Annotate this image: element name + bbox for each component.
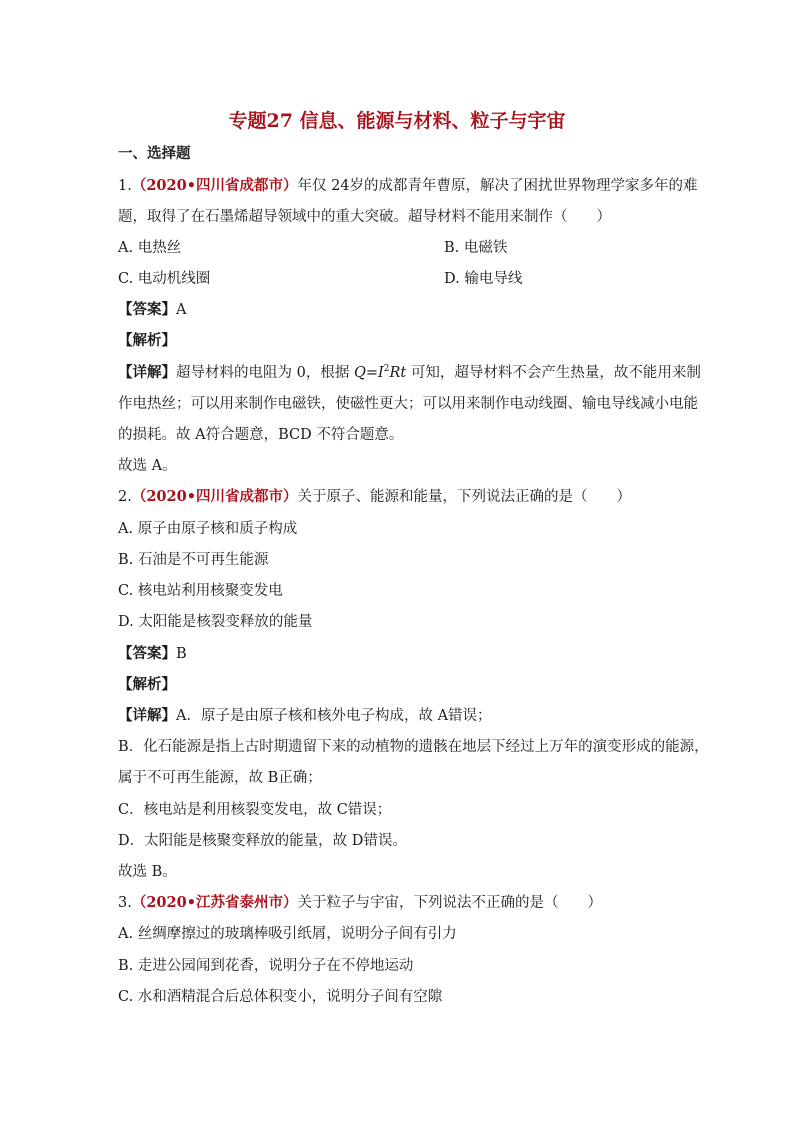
q2-stem [118, 488, 631, 506]
q1-detail-line3: 的损耗。故 A符合题意，BCD 不符合题意。 [118, 427, 404, 443]
q2-stem-text: 关于原子、能源和能量，下列说法正确的是（ ） [297, 489, 631, 505]
q2-detail-a [118, 707, 492, 725]
q2-answer-tag: 【答案】 [118, 645, 176, 662]
q1-detail-tag: 【详解】 [118, 364, 176, 381]
q2-detail-b-line2: 属于不可再生能源，故 B正确； [118, 770, 322, 786]
q2-source: （2020•四川省成都市） [131, 488, 298, 505]
formula-q: Q [353, 365, 366, 381]
formula-equals: = [365, 365, 378, 381]
q2-option-b: B. 石油是不可再生能源 [118, 552, 269, 568]
q1-stem-text1: 年仅 24岁的成都青年曹原，解决了困扰世界物理学家多年的难 [297, 178, 698, 194]
q3-option-a: A. 丝绸摩擦过的玻璃棒吸引纸屑，说明分子间有引力 [118, 926, 457, 942]
q1-conclusion: 故选 A。 [118, 458, 177, 474]
q1-answer [118, 301, 186, 319]
q3-option-b: B. 走进公园闻到花香，说明分子在不停地运动 [118, 958, 414, 974]
q1-stem-line2: 题，取得了在石墨烯超导领域中的重大突破。超导材料不能用来制作（ ） [118, 209, 611, 225]
q3-option-c: C. 水和酒精混合后总体积变小，说明分子间有空隙 [118, 989, 443, 1005]
q3-stem-text: 关于粒子与宇宙，下列说法不正确的是（ ） [297, 895, 602, 911]
section-heading: 一、选择题 [118, 145, 191, 162]
q2-answer [118, 645, 187, 663]
q2-option-c: C. 核电站利用核聚变发电 [118, 583, 283, 599]
q1-option-c: C. 电动机线圈 [118, 271, 211, 287]
q2-conclusion: 故选 B。 [118, 864, 177, 880]
q1-source: （2020•四川省成都市） [131, 177, 298, 194]
q2-detail-tag: 【详解】 [118, 707, 176, 724]
q2-detail-c: C．核电站是利用核裂变发电，故 C错误； [118, 802, 392, 818]
q1-detail-text1b: 可知，超导材料不会产生热量，故不能用来制 [406, 365, 701, 381]
q1-option-a: A. 电热丝 [118, 240, 182, 256]
q1-detail-line1 [118, 364, 701, 382]
formula-exponent: 2 [383, 364, 390, 375]
q3-number: 3. [118, 895, 132, 911]
page-title: 专题27 信息、能源与材料、粒子与宇宙 [228, 110, 566, 132]
q2-option-a: A. 原子由原子核和质子构成 [118, 521, 298, 537]
q2-detail-d: D．太阳能是核聚变释放的能量，故 D错误。 [118, 833, 407, 849]
q2-option-d: D. 太阳能是核裂变释放的能量 [118, 614, 313, 630]
formula-rt: Rt [389, 365, 407, 381]
q3-source: （2020•江苏省泰州市） [131, 894, 298, 911]
q1-detail-text1a: 超导材料的电阻为 0，根据 [176, 365, 354, 381]
q1-answer-tag: 【答案】 [118, 301, 176, 318]
q2-answer-value: B [176, 646, 187, 662]
q2-number: 2. [118, 489, 132, 505]
q1-stem-line1 [118, 177, 698, 195]
q3-stem [118, 894, 602, 912]
q1-number: 1. [118, 178, 132, 194]
q1-detail-line2: 作电热丝；可以用来制作电磁铁，使磁性更大；可以用来制作电动线圈、输电导线减小电能 [118, 396, 698, 412]
q2-analysis-tag: 【解析】 [118, 676, 176, 693]
q1-option-d: D. 输电导线 [444, 271, 523, 287]
formula-i: I [378, 365, 384, 381]
q1-option-b: B. 电磁铁 [444, 240, 508, 256]
q1-analysis-tag: 【解析】 [118, 332, 176, 349]
q2-detail-b-line1: B．化石能源是指上古时期遗留下来的动植物的遗骸在地层下经过上万年的演变形成的能源， [118, 739, 709, 755]
q1-answer-value: A [176, 302, 187, 318]
q2-detail-a-text: A．原子是由原子核和核外电子构成，故 A错误； [176, 708, 492, 724]
